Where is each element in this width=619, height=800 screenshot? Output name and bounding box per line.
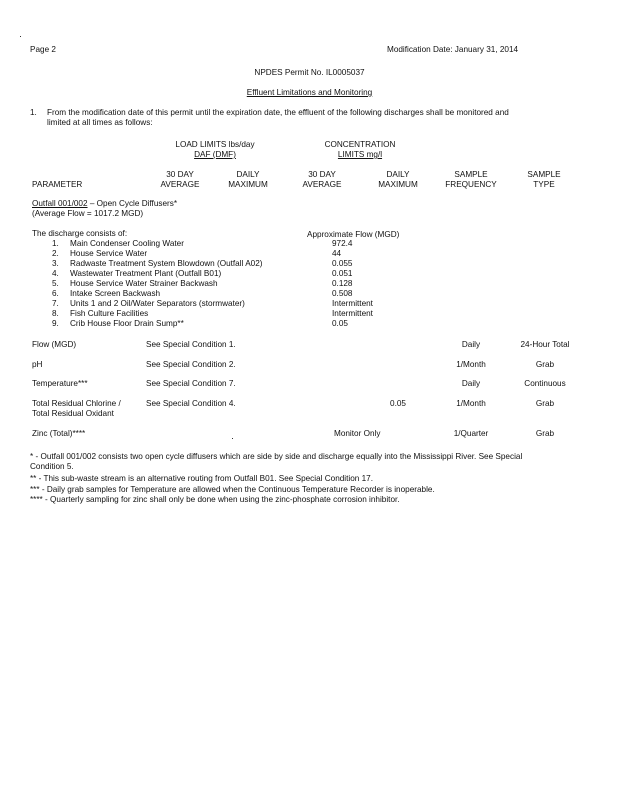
scan-speck [20, 36, 21, 37]
footnote: * - Outfall 001/002 consists two open cycle diffusers which are side by side and discharge equally into the Mississippi River. See Special [30, 452, 523, 461]
discharge-item-name: House Service Water Strainer Backwash [70, 279, 218, 288]
conc-average-heading: AVERAGE [302, 180, 342, 189]
intro-number: 1. [30, 108, 37, 117]
discharge-item-flow: 0.051 [332, 269, 353, 278]
discharge-item-flow: 0.055 [332, 259, 353, 268]
conc-maximum-heading: MAXIMUM [378, 180, 418, 189]
sample-frequency: 1/Quarter [453, 429, 489, 438]
discharge-item-number: 3. [52, 259, 59, 268]
concentration-heading: CONCENTRATION [324, 140, 396, 149]
discharge-item-name: Crib House Floor Drain Sump** [70, 319, 184, 328]
load-limit-condition: See Special Condition 4. [146, 399, 236, 408]
parameter-name: Total Residual Chlorine / [32, 399, 121, 408]
conc-30day-heading: 30 DAY [308, 170, 336, 179]
load-limit-condition: See Special Condition 2. [146, 360, 236, 369]
discharge-item-number: 1. [52, 239, 59, 248]
parameter-name: Flow (MGD) [32, 340, 77, 349]
discharge-item-number: 8. [52, 309, 59, 318]
discharge-item-number: 4. [52, 269, 59, 278]
discharge-item-name: Wastewater Treatment Plant (Outfall B01) [70, 269, 222, 278]
load-average-heading: AVERAGE [160, 180, 200, 189]
sample-frequency: Daily [461, 379, 481, 388]
sample-type-heading-2: TYPE [533, 180, 555, 189]
footnote: *** - Daily grab samples for Temperature are allowed when the Continuous Temperature Recorder is inoperable. [30, 485, 435, 494]
page-number: Page 2 [30, 45, 56, 54]
discharge-item-name: Units 1 and 2 Oil/Water Separators (stormwater) [70, 299, 245, 308]
outfall-name: Outfall 001/002 [32, 199, 88, 208]
load-limits-heading: LOAD LIMITS lbs/day [175, 140, 255, 149]
sample-type: Continuous [524, 379, 566, 388]
outfall-title [32, 199, 177, 208]
load-30day-heading: 30 DAY [166, 170, 194, 179]
sample-frequency: 1/Month [456, 399, 486, 408]
load-limit-condition: See Special Condition 1. [146, 340, 236, 349]
approximate-flow-heading: Approximate Flow (MGD) [307, 230, 400, 239]
sample-type: 24-Hour Total [520, 340, 570, 349]
sample-type: Grab [535, 399, 555, 408]
limits-unit-heading: LIMITS mg/l [337, 150, 383, 159]
discharge-intro: The discharge consists of: [32, 229, 128, 238]
discharge-item-name: Radwaste Treatment System Blowdown (Outfall A02) [70, 259, 263, 268]
daf-heading: DAF (DMF) [194, 150, 236, 159]
load-daily-heading: DAILY [236, 170, 260, 179]
sample-frequency: 1/Month [456, 360, 486, 369]
footnote: **** - Quarterly sampling for zinc shall only be done when using the zinc-phosphate corrosion inhibitor. [30, 495, 400, 504]
sample-type: Grab [535, 429, 555, 438]
discharge-item-name: Intake Screen Backwash [70, 289, 161, 298]
section-title: Effluent Limitations and Monitoring [246, 88, 373, 97]
discharge-item-name: House Service Water [70, 249, 148, 258]
discharge-item-number: 5. [52, 279, 59, 288]
discharge-item-flow: 0.05 [332, 319, 348, 328]
discharge-item-flow: Intermittent [332, 309, 373, 318]
discharge-item-number: 7. [52, 299, 59, 308]
parameter-name-line-2: Total Residual Oxidant [32, 409, 114, 418]
conc-daily-heading: DAILY [386, 170, 410, 179]
parameter-heading: PARAMETER [32, 180, 83, 189]
parameter-name: Temperature*** [32, 379, 88, 388]
discharge-item-flow: Intermittent [332, 299, 373, 308]
discharge-item-number: 2. [52, 249, 59, 258]
discharge-item-flow: 44 [332, 249, 342, 258]
discharge-item-number: 6. [52, 289, 59, 298]
sample-frequency: Daily [461, 340, 481, 349]
intro-line-2: limited at all times as follows: [47, 118, 153, 127]
parameter-name: Zinc (Total)**** [32, 429, 86, 438]
footnote: ** - This sub-waste stream is an alternative routing from Outfall B01. See Special Condition 17. [30, 474, 373, 483]
discharge-item-flow: 0.508 [332, 289, 353, 298]
modification-date: Modification Date: January 31, 2014 [387, 45, 519, 54]
sample-frequency-heading-1: SAMPLE [454, 170, 488, 179]
discharge-item-flow: 972.4 [332, 239, 353, 248]
outfall-name-rest: – Open Cycle Diffusers* [87, 199, 178, 208]
discharge-item-name: Main Condenser Cooling Water [70, 239, 184, 248]
sample-frequency-heading-2: FREQUENCY [445, 180, 497, 189]
parameter-name: pH [32, 360, 43, 369]
footnote-continued: Condition 5. [30, 462, 74, 471]
monitor-only-note: Monitor Only [334, 429, 381, 438]
discharge-item-name: Fish Culture Facilities [70, 309, 149, 318]
load-maximum-heading: MAXIMUM [228, 180, 268, 189]
outfall-average-flow: (Average Flow = 1017.2 MGD) [32, 209, 144, 218]
permit-number: NPDES Permit No. IL0005037 [254, 68, 365, 77]
daily-maximum-value: 0.05 [390, 399, 406, 408]
sample-type-heading-1: SAMPLE [527, 170, 561, 179]
discharge-item-number: 9. [52, 319, 59, 328]
discharge-item-flow: 0.128 [332, 279, 353, 288]
intro-line-1: From the modification date of this permit until the expiration date, the effluent of the following discharges shall be monitored and [47, 108, 509, 117]
scan-speck [232, 438, 233, 439]
load-limit-condition: See Special Condition 7. [146, 379, 236, 388]
sample-type: Grab [535, 360, 555, 369]
